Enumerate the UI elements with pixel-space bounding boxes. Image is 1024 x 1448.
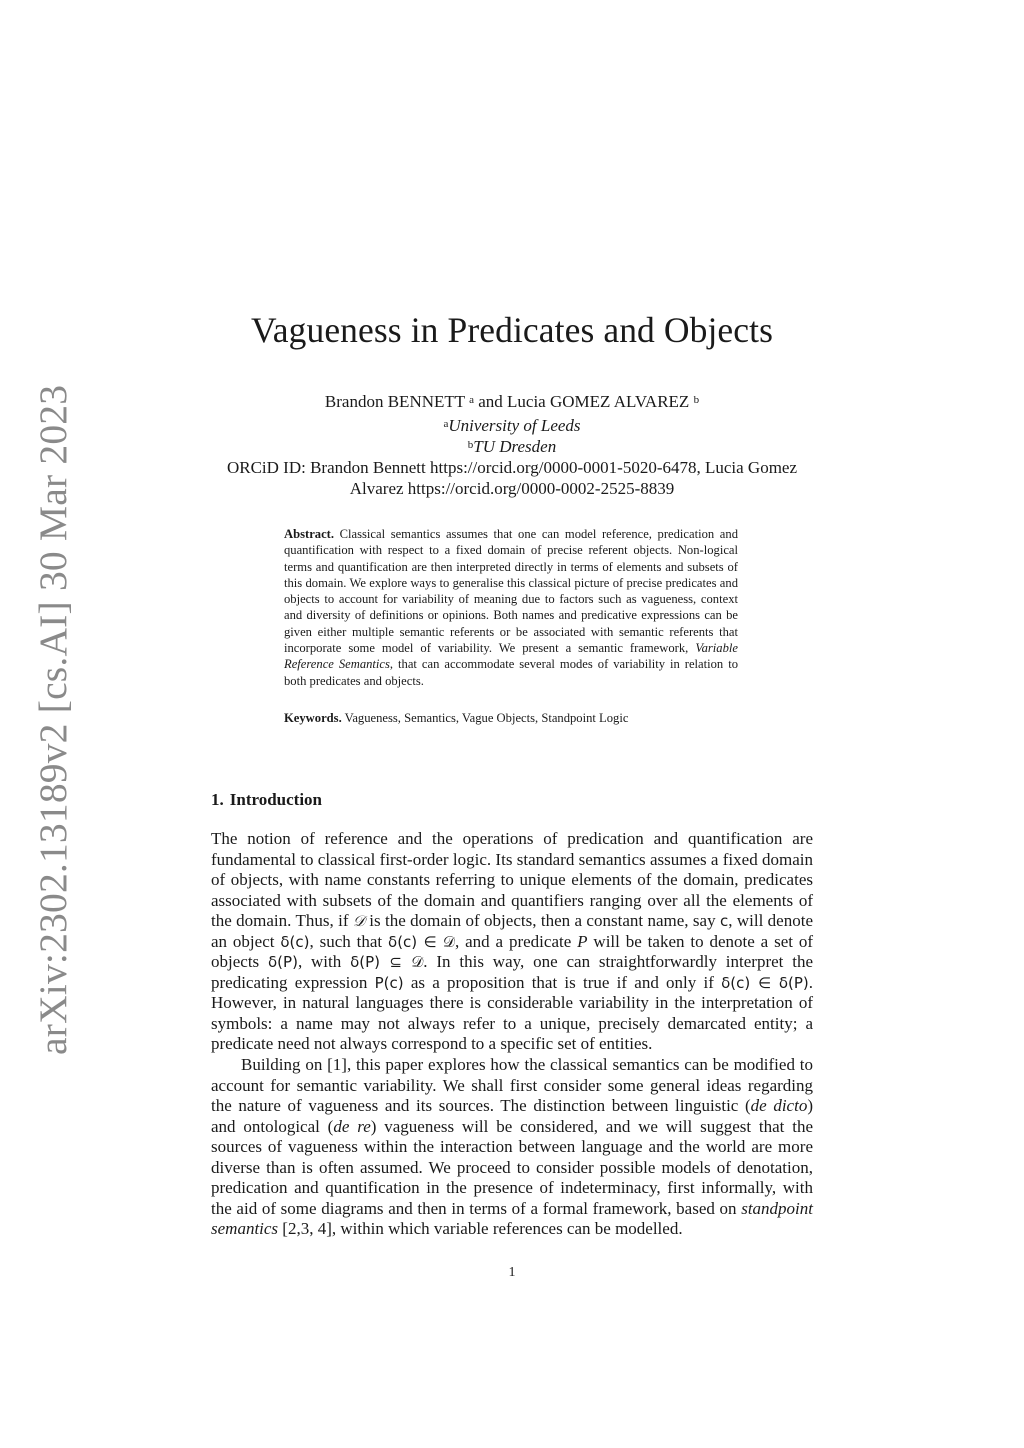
abstract-text: , that can accommodate several modes of variability in relation to both predicates and objects. xyxy=(284,657,738,688)
text-run: , with xyxy=(297,952,351,972)
text-run: . In this way, one can straightforwardly interpret the predicating expression xyxy=(211,952,813,992)
author-name: Lucia GOMEZ ALVAREZ xyxy=(507,392,690,411)
affiliation-name: TU Dresden xyxy=(473,437,557,456)
text-run: [2,3, 4], within which variable references can be modelled. xyxy=(278,1219,683,1239)
emphasis: de re xyxy=(333,1116,371,1136)
text-run: is the domain of objects, then a constant name, say xyxy=(364,911,720,931)
abstract xyxy=(284,526,738,689)
page-number: 1 xyxy=(508,1265,516,1280)
math-symbol: P xyxy=(577,931,588,951)
emphasis: standpoint semantics xyxy=(211,1198,813,1239)
paper-title: Vagueness in Predicates and Objects xyxy=(250,310,774,350)
affiliation-mark: b xyxy=(467,439,474,451)
math-expression: δ(P) xyxy=(268,953,298,972)
orcid-line: Alvarez https://orcid.org/0000-0002-2525-8839 xyxy=(349,479,675,498)
text-run: ) and ontological ( xyxy=(211,1096,813,1136)
math-expression: δ(c) ∈ δ(P) xyxy=(721,973,809,992)
section-heading xyxy=(211,789,322,810)
orcid-line: ORCiD ID: Brandon Bennett https://orcid.org/0000-0001-5020-6478, Lucia Gomez xyxy=(226,458,798,477)
affiliation-mark: b xyxy=(693,394,700,406)
abstract-emphasis: Variable Reference Semantics xyxy=(284,641,738,672)
text-run: Building on [1], this paper explores how the classical semantics can be modified to account for semantic variability. We shall first consider some general ideas regarding the nature of vagueness and its sources. The distinction between linguistic ( xyxy=(211,1055,813,1116)
keywords-label: Keywords. xyxy=(284,711,342,725)
orcid-info xyxy=(0,457,1024,499)
keywords-text: Vagueness, Semantics, Vague Objects, Standpoint Logic xyxy=(344,711,629,725)
affiliation-mark: a xyxy=(443,418,449,430)
math-expression: δ(P) ⊆ 𝒟 xyxy=(350,953,424,972)
emphasis: de dicto xyxy=(750,1096,808,1116)
math-expression: P(c) xyxy=(374,973,404,992)
section-number: 1. xyxy=(211,790,224,809)
text-run: The notion of reference and the operations of predication and quantification are fundamental to classical first-order logic. Its standard semantics assumes a fixed domain of objects, with name constants referring to unique elements of the domain, predicates associated with subsets of the domain and quantifiers ranging over all the elements of the domain. Thus, if xyxy=(211,829,813,931)
body-text xyxy=(211,829,813,1240)
keywords xyxy=(284,710,738,726)
abstract-label: Abstract. xyxy=(284,527,335,541)
math-expression: δ(c) ∈ 𝒟 xyxy=(388,932,455,951)
text-run: , will denote an object xyxy=(211,911,813,951)
abstract-text: Classical semantics assumes that one can model reference, predication and quantification with respect to a fixed domain of precise referent objects. Non-logical terms and quantification are then interpreted directly in terms of elements and subsets of this domain. We explore ways to generalise this classical picture of precise predicates and objects to account for variability of meaning due to factors such as vagueness, context and diversity of definitions or opinions. Both names and predicative expressions can be given either multiple semantic referents or be associated with semantic referents that incorporate some model of variability. We present a semantic framework, xyxy=(284,527,738,656)
math-symbol: c xyxy=(719,912,729,931)
text-run: , such that xyxy=(309,931,389,951)
affiliation-dresden xyxy=(0,436,1024,457)
author-separator: and xyxy=(478,392,503,411)
affiliation-mark: a xyxy=(469,394,474,406)
text-run: . However, in natural languages there is considerable variability in the interpretation of symbols: a name may not always refer to a unique, precisely demarcated entity; a predicate need not always correspond to a specific set of entities. xyxy=(211,972,813,1054)
paragraph xyxy=(211,829,813,1055)
section-title: Introduction xyxy=(229,790,323,809)
author-name: Brandon BENNETT xyxy=(324,392,465,411)
text-run: ) vagueness will be considered, and we will suggest that the sources of vagueness within the interaction between language and the world are more diverse than is often assumed. We proceed to consider possible models of denotation, predication and quantification in the presence of indeterminacy, first informally, with the aid of some diagrams and then in terms of a formal framework, based on xyxy=(211,1116,813,1218)
paragraph xyxy=(211,1055,813,1240)
math-symbol: 𝒟 xyxy=(352,912,365,931)
text-run: as a proposition that is true if and only if xyxy=(403,972,722,992)
text-run: will be taken to denote a set of objects xyxy=(211,931,814,972)
math-expression: δ(c) xyxy=(280,932,310,951)
author-line xyxy=(0,391,1024,412)
affiliation-name: University of Leeds xyxy=(448,416,581,435)
affiliation-leeds xyxy=(0,415,1024,436)
text-run: , and a predicate xyxy=(455,931,578,951)
arxiv-identifier-sidebar: arXiv:2302.13189v2 [cs.AI] 30 Mar 2023 xyxy=(31,384,75,1055)
